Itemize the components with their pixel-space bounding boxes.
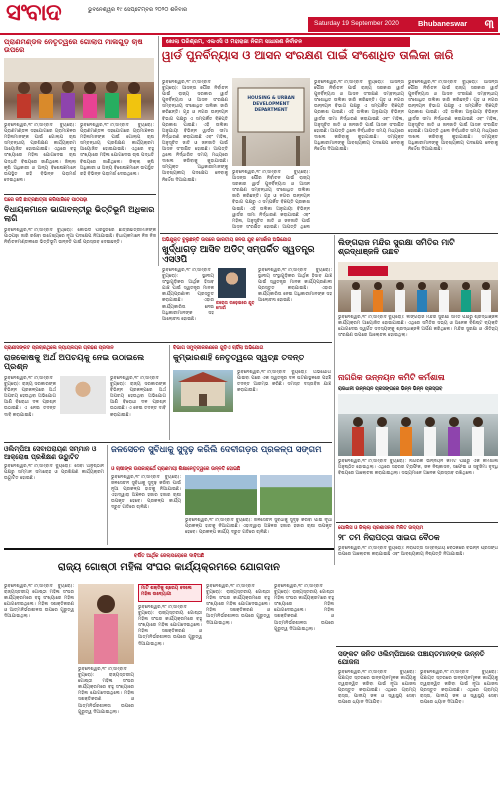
body-col-2: ଭୁବନେଶ୍ୱର,୧୮।୯(ସମ୍ବାଦ ବ୍ୟୁରୋ): ସ୍ଥାନୀୟ ସଂସ୍ଥାଗୁଡ଼ିକର ଆର୍ଥିକ ହିସାବ ଯାଞ୍ଚ ପାଇଁ ସ୍ୱତନ୍ତ୍ର ମାନକ କାର୍ଯ୍ୟପ୍ରଣାଳୀ ପ୍ରସ୍ତୁତ କରାଯାଇଛି। ଏହାର କାର୍ଯ୍ୟକାରିତା ନେଇ ଅଧିକାରୀମାନଙ୍କ ସହ ଆଲୋଚନା ହୋଇଛି। xyxy=(258,268,332,304)
section-rule xyxy=(4,442,332,443)
body: ଭୁବନେଶ୍ୱର,୧୮।୯(ସମ୍ବାଦ ବ୍ୟୁରୋ): ନାଗରିକ ଉନ୍ନୟନ କମିଟି ପକ୍ଷରୁ ଏକ କର୍ମଶାଳା ଅନୁଷ୍ଠିତ ହୋଇଥିଲା। ଏଥିରେ ସହରର ଟ୍ରାଫିକ, ଜଳ ନିଷ୍କାସନ, ସଫେଇ ଓ ସବୁଜିମା ବୃଦ୍ଧି ବିଷୟରେ ଆଲୋଚନା କରାଯାଇଥିଲା। ସଭ୍ୟମାନେ ଅନେକ ପ୍ରସ୍ତାବ ରଖିଥିଲେ। xyxy=(338,459,498,477)
photo-building xyxy=(173,370,233,412)
section-rule xyxy=(336,522,498,523)
body: ଭୁବନେଶ୍ୱର,୧୮।୯(ସମ୍ବାଦ ବ୍ୟୁରୋ): କୋଭିଡ ପରିସ୍ଥିତିରେ ଛାତ୍ରଛାତ୍ରୀମାନଙ୍କ ପାଠପଢ଼ା ଜାରି ରଖିବା ଉଦ୍ଦେଶ୍ୟରେ ନୂଆ ପଦକ୍ଷେପ ନିଆଯାଇଛି। ବିଧାୟକମାନେ ନିଜ ନିଜ ନିର୍ବାଚନମଣ୍ଡଳୀରେ ଭିତ୍ତିଭୂମି ଉନ୍ନତି ପାଇଁ ପ୍ରସ୍ତାବ ଦେଇଛନ୍ତି। xyxy=(4,228,156,246)
kicker: ପୋଲିସ ଓ ଜିଲ୍ଲା ପ୍ରଶାସନର ମିଳିତ ଉଦ୍ୟମ xyxy=(338,526,424,531)
headline: କୁମ୍ଭାରଶାହି ନେତୃତ୍ୱରେ ସ୍ୱଚ୍ଛ ତଦନ୍ତ xyxy=(173,352,305,362)
column-rule xyxy=(334,235,335,565)
kicker: ବିଭାଗ ସମୁଦ୍ରୀକରଣରେ ଗୁଡ଼ିଏ ଚାହିଁଲା ଅଭିଯୋଗ xyxy=(173,346,264,351)
body-col-1: ଭୁବନେଶ୍ୱର,୧୮।୯(ସମ୍ବାଦ ବ୍ୟୁରୋ): ପ୍ରାଣମଣ୍ଡଳ ସହଯୋଗରେ ଗ୍ରାମାଞ୍ଚଳର ମହିଳାମାନଙ୍କ ପାଇଁ ଗୋଲାପ ଚାଷ ସମ୍ବନ୍ଧୀୟ ପ୍ରଶିକ୍ଷଣ କାର୍ଯ୍ୟକ୍ରମ ଆୟୋଜିତ ହୋଇଯାଇଛି। ଏଥିରେ ବହୁ ସଂଖ୍ୟାରେ ମହିଳା ଯୋଗଦେଇ ଚାଷ ପଦ୍ଧତି ବିଷୟରେ ଜାଣିଥିଲେ। ଜିଲ୍ଲା କୃଷି ଅଧିକାରୀ ଓ ଅନ୍ୟ ବିଶେଷଜ୍ଞମାନେ ଉପସ୍ଥିତ ରହି ବିଭିନ୍ନ ପରାମର୍ଶ ଦେଇଥିଲେ। xyxy=(4,123,76,183)
column-rule xyxy=(107,445,108,545)
page-number: ୩ xyxy=(484,17,494,31)
photo-politician xyxy=(60,376,106,414)
photo-speaker-figure xyxy=(78,584,134,664)
body-col-2: ଭୁବନେଶ୍ୱର,୧୮।୯(ସମ୍ବାଦ ବ୍ୟୁରୋ): ରାଜ୍ୟ ସରକାରଙ୍କ ବିଭିନ୍ନ ପ୍ରକଳ୍ପରେ ଅର୍ଥ ଅପଚୟ ହେଉଥିବା ଅଭିଯୋଗ ଆଣି ବିରୋଧୀ ଦଳ ପ୍ରଶ୍ନ ଉଠାଇଛି। ଏ ନେଇ ତଦନ୍ତ ଦାବି କରାଯାଇଛି। xyxy=(110,376,166,418)
photo-tribute-event xyxy=(338,262,498,312)
body-col-2: ଭୁବନେଶ୍ୱର,୧୮।୯(ସମ୍ବାଦ ବ୍ୟୁରୋ): ଆସନ୍ତା ପୌର ନିର୍ବାଚନ ପାଇଁ ରାଜ୍ୟ ସରକାର ୱାର୍ଡ ପୁନର୍ବିନ୍ୟାସ ଓ ଆସନ ସଂରକ୍ଷଣ ସମ୍ବନ୍ଧୀୟ ସଂଶୋଧିତ ତାଲିକା ଜାରି କରିଛନ୍ତି। ଗୃହ ଓ ନଗର ଉନ୍ନୟନ ବିଭାଗ ପକ୍ଷରୁ ଏ ସମ୍ପର୍କିତ ବିଜ୍ଞପ୍ତି ପ୍ରକାଶ ପାଇଛି। ଏହି ତାଲିକା ଅନୁଯାୟୀ ବିଭିନ୍ନ ୱାର୍ଡର ସୀମା ନିର୍ଦ୍ଧାରଣ କରାଯାଇଛି ଏବଂ ମହିଳା, ଅନୁସୂଚିତ ଜାତି ଓ ଜନଜାତି ପାଇଁ ଆସନ ସଂରକ୍ଷିତ ହୋଇଛି। ଆପତ୍ତି ଥିଲେ xyxy=(232,170,310,230)
body-col-1: ଭୁବନେଶ୍ୱର,୧୮।୯(ସମ୍ବାଦ ବ୍ୟୁରୋ): ଆସନ୍ତା ପୌର ନିର୍ବାଚନ ପାଇଁ ରାଜ୍ୟ ସରକାର ୱାର୍ଡ ପୁନର୍ବିନ୍ୟାସ ଓ ଆସନ ସଂରକ୍ଷଣ ସମ୍ବନ୍ଧୀୟ ସଂଶୋଧିତ ତାଲିକା ଜାରି କରିଛନ୍ତି। ଗୃହ ଓ ନଗର ଉନ୍ନୟନ ବିଭାଗ ପକ୍ଷରୁ ଏ ସମ୍ପର୍କିତ ବିଜ୍ଞପ୍ତି ପ୍ରକାଶ ପାଇଛି। ଏହି ତାଲିକା ଅନୁଯାୟୀ ବିଭିନ୍ନ ୱାର୍ଡର ସୀମା ନିର୍ଦ୍ଧାରଣ କରାଯାଇଛି ଏବଂ ମହିଳା, ଅନୁସୂଚିତ ଜାତି ଓ ଜନଜାତି ପାଇଁ ଆସନ ସଂରକ୍ଷିତ ହୋଇଛି। ଆପତ୍ତି ଥିଲେ ନିର୍ଦ୍ଧାରିତ ସମୟ ମଧ୍ୟରେ ଦାଖଲ କରିବାକୁ କୁହାଯାଇଛି। ସମ୍ପୃକ୍ତ ଅଧିକାରୀମାନଙ୍କୁ ଆବଶ୍ୟକୀୟ ପଦକ୍ଷେପ ନେବାକୁ ନିର୍ଦ୍ଦେଶ ଦିଆଯାଇଛି। xyxy=(162,80,228,183)
body-col-1: ଭୁବନେଶ୍ୱର,୧୮।୯(ସମ୍ବାଦ ବ୍ୟୁରୋ): ରାଜ୍ୟସ୍ତରୀୟ ଗୋଷ୍ଠୀ ମହିଳା ସଂଘର କାର୍ଯ୍ୟକ୍ରମରେ ବହୁ ସଂଖ୍ୟାରେ ମହିଳା ଯୋଗଦେଇଥିଲେ। ମହିଳା ସଶକ୍ତିକରଣ ଓ ଆତ୍ମନିର୍ଭରଶୀଳତା ଉପରେ ଗୁରୁତ୍ୱ ଦିଆଯାଇଥିଲା। xyxy=(4,584,74,620)
body: ଭୁବନେଶ୍ୱର,୧୮।୯(ସମ୍ବାଦ ବ୍ୟୁରୋ): ଅଭିଯୋଗ ପାଇବା ପରେ ଏକ ସ୍ୱତନ୍ତ୍ର ଦଳ ଘଟଣାସ୍ଥଳରେ ପହଞ୍ଚି ତଦନ୍ତ ଆରମ୍ଭ କରିଛି। ସମସ୍ତ ଦସ୍ତାବିଜ ଯାଞ୍ଚ କରାଯାଉଛି। xyxy=(237,370,331,394)
section-rule xyxy=(4,342,332,343)
edition-line-text: ଭୁବନେଶ୍ୱର ୧୯ ସେପ୍ଟେମ୍ବର ୨୦୨୦ ଶନିବାର xyxy=(88,7,188,13)
photo-women-group xyxy=(4,58,154,120)
headline: ଲିଙ୍ଗରାଜ ମନ୍ଦିର ସୁରକ୍ଷା ସମିତିର ମାଟି ଶ୍ରଦ୍ଧାଞ୍ଜଳି ଉଛବ xyxy=(338,238,455,257)
body: ଭୁବନେଶ୍ୱର,୧୮।୯(ସମ୍ବାଦ ବ୍ୟୁରୋ): ଲିଙ୍ଗରାଜ ମନ୍ଦିର ସୁରକ୍ଷା ସମିତି ପକ୍ଷରୁ ଶ୍ରଦ୍ଧାଞ୍ଜଳି କାର୍ଯ୍ୟକ୍ରମ ଆୟୋଜିତ ହୋଇଯାଇଛି। ଏଥିରେ ସମିତିର ସଭ୍ୟ ଓ ଅନେକ ବିଶିଷ୍ଟ ବ୍ୟକ୍ତି ଯୋଗଦେଇ ସ୍ୱର୍ଗତ ସଦସ୍ୟଙ୍କୁ ଶ୍ରଦ୍ଧାଞ୍ଜଳି ଅର୍ପଣ କରିଥିଲେ। ମନ୍ଦିର ସୁରକ୍ଷା ଓ ଐତିହ୍ୟ ସଂରକ୍ଷଣ ଉପରେ ଆଲୋଚନା ହୋଇଥିଲା। xyxy=(338,315,498,339)
body: ଭୁବନେଶ୍ୱର,୧୮।୯(ସମ୍ବାଦ ବ୍ୟୁରୋ): ନିରାପତ୍ତା ସମ୍ବନ୍ଧୀୟ ବୈଠକରେ ବିଭିନ୍ନ ପ୍ରସଙ୍ଗ ଉପରେ ଆଲୋଚନା କରାଯାଇଛି ଏବଂ ଆବଶ୍ୟକୀୟ ନିଷ୍ପତ୍ତି ନିଆଯାଇଛି। xyxy=(338,546,498,558)
body-col-2: ଭୁବନେଶ୍ୱର,୧୮।୯(ସମ୍ବାଦ ବ୍ୟୁରୋ): ଜଳସେଚନ ସୁବିଧାକୁ ସୁଦୃଢ଼ କରିବା ପାଇଁ ନୂଆ ପ୍ରକଳ୍ପ ହାତକୁ ନିଆଯାଇଛି। ଏହାଦ୍ୱାରା ଅଞ୍ଚଳର ହଜାର ହଜାର ଚାଷୀ ଉପକୃତ ହେବେ। ପ୍ରକଳ୍ପ କାର୍ଯ୍ୟ ଦ୍ରୁତ ଗତିରେ ଚାଲିଛି। xyxy=(185,518,332,536)
kicker: ରାଜଧାନୀ ଉନ୍ନୟନ ପ୍ରସଙ୍ଗରେ ଭିନ୍ନ ଭିନ୍ନ ପ୍ରସ୍ତାବ xyxy=(338,387,443,392)
body-col-3: ଭୁବନେଶ୍ୱର,୧୮।୯(ସମ୍ବାଦ ବ୍ୟୁରୋ): ରାଜ୍ୟସ୍ତରୀୟ ଗୋଷ୍ଠୀ ମହିଳା ସଂଘର କାର୍ଯ୍ୟକ୍ରମରେ ବହୁ ସଂଖ୍ୟାରେ ମହିଳା ଯୋଗଦେଇଥିଲେ। ମହିଳା ସଶକ୍ତିକରଣ ଓ ଆତ୍ମନିର୍ଭରଶୀଳତା ଉପରେ ଗୁରୁତ୍ୱ ଦିଆଯାଇଥିଲା। xyxy=(138,605,202,647)
headline: ରାଜ୍ୟ ଗୋଷ୍ଠୀ ମହିଳା ସଂଘର କାର୍ଯ୍ୟକ୍ରମରେ ଯୋଗଦାନ xyxy=(57,562,281,573)
body-col-2: ଭୁବନେଶ୍ୱର,୧୮।୯(ସମ୍ବାଦ ବ୍ୟୁରୋ): ରାଜ୍ୟସ୍ତରୀୟ ଗୋଷ୍ଠୀ ମହିଳା ସଂଘର କାର୍ଯ୍ୟକ୍ରମରେ ବହୁ ସଂଖ୍ୟାରେ ମହିଳା ଯୋଗଦେଇଥିଲେ। ମହିଳା ସଶକ୍ତିକରଣ ଓ ଆତ୍ମନିର୍ଭରଶୀଳତା ଉପରେ ଗୁରୁତ୍ୱ ଦିଆଯାଇଥିଲା। xyxy=(78,667,134,715)
headline: ୨୮ ତମ ନିରାପତ୍ତା ସାଇତା ବୈଠକ xyxy=(338,533,440,542)
headline: ନାଗରିକ ଉନ୍ନୟନ କମିଟି କର୍ମଶାଳା xyxy=(338,373,445,382)
body-col-2: ଭୁବନେଶ୍ୱର,୧୮।୯(ସମ୍ବାଦ ବ୍ୟୁରୋ): ପଞ୍ଚାୟତ ସ୍ତରରେ ଉନ୍ନୟନମୂଳକ କାର୍ଯ୍ୟକୁ ତ୍ୱରାନ୍ୱିତ କରିବା ପାଇଁ ନୂଆ ଯୋଜନା ପ୍ରସ୍ତୁତ କରାଯାଇଛି। ଏଥିରେ ଗ୍ରାମ୍ୟ ରାସ୍ତା, ପାନୀୟ ଜଳ ଓ ସ୍ୱାସ୍ଥ୍ୟ ସେବା ଉପରେ ଧ୍ୟାନ ଦିଆଯିବ। xyxy=(420,670,498,706)
body-col-4: ଭୁବନେଶ୍ୱର,୧୮।୯(ସମ୍ବାଦ ବ୍ୟୁରୋ): ରାଜ୍ୟସ୍ତରୀୟ ଗୋଷ୍ଠୀ ମହିଳା ସଂଘର କାର୍ଯ୍ୟକ୍ରମରେ ବହୁ ସଂଖ୍ୟାରେ ମହିଳା ଯୋଗଦେଇଥିଲେ। ମହିଳା ସଶକ୍ତିକରଣ ଓ ଆତ୍ମନିର୍ଭରଶୀଳତା ଉପରେ ଗୁରୁତ୍ୱ ଦିଆଯାଇଥିଲା। xyxy=(206,584,270,626)
photo-portrait xyxy=(218,268,246,298)
body-col-1: ଭୁବନେଶ୍ୱର,୧୮।୯(ସମ୍ବାଦ ବ୍ୟୁରୋ): ସ୍ଥାନୀୟ ସଂସ୍ଥାଗୁଡ଼ିକର ଆର୍ଥିକ ହିସାବ ଯାଞ୍ଚ ପାଇଁ ସ୍ୱତନ୍ତ୍ର ମାନକ କାର୍ଯ୍ୟପ୍ରଣାଳୀ ପ୍ରସ୍ତୁତ କରାଯାଇଛି। ଏହାର କାର୍ଯ୍ୟକାରିତା ନେଇ ଅଧିକାରୀମାନଙ୍କ ସହ ଆଲୋଚନା ହୋଇଛି। xyxy=(162,268,214,322)
body-col-1: ଭୁବନେଶ୍ୱର,୧୮।୯(ସମ୍ବାଦ ବ୍ୟୁରୋ): ପଞ୍ଚାୟତ ସ୍ତରରେ ଉନ୍ନୟନମୂଳକ କାର୍ଯ୍ୟକୁ ତ୍ୱରାନ୍ୱିତ କରିବା ପାଇଁ ନୂଆ ଯୋଜନା ପ୍ରସ୍ତୁତ କରାଯାଇଛି। ଏଥିରେ ଗ୍ରାମ୍ୟ ରାସ୍ତା, ପାନୀୟ ଜଳ ଓ ସ୍ୱାସ୍ଥ୍ୟ ସେବା ଉପରେ ଧ୍ୟାନ ଦିଆଯିବ। xyxy=(338,670,416,706)
photo-woman-speaker xyxy=(78,584,134,664)
kicker: ଓ ଚାଷୀଙ୍କ ଉପକାରାର୍ଥେ ପ୍ରାଣମୟୀ ଶିକ୍ଷାନେତୃତ୍ୱରେ ଉନ୍ନତି ହୋଇଛି xyxy=(111,467,240,472)
body-col-4: ଭୁବନେଶ୍ୱର,୧୮।୯(ସମ୍ବାଦ ବ୍ୟୁରୋ): ଆସନ୍ତା ପୌର ନିର୍ବାଚନ ପାଇଁ ରାଜ୍ୟ ସରକାର ୱାର୍ଡ ପୁନର୍ବିନ୍ୟାସ ଓ ଆସନ ସଂରକ୍ଷଣ ସମ୍ବନ୍ଧୀୟ ସଂଶୋଧିତ ତାଲିକା ଜାରି କରିଛନ୍ତି। ଗୃହ ଓ ନଗର ଉନ୍ନୟନ ବିଭାଗ ପକ୍ଷରୁ ଏ ସମ୍ପର୍କିତ ବିଜ୍ଞପ୍ତି ପ୍ରକାଶ ପାଇଛି। ଏହି ତାଲିକା ଅନୁଯାୟୀ ବିଭିନ୍ନ ୱାର୍ଡର ସୀମା ନିର୍ଦ୍ଧାରଣ କରାଯାଇଛି ଏବଂ ମହିଳା, ଅନୁସୂଚିତ ଜାତି ଓ ଜନଜାତି ପାଇଁ ଆସନ ସଂରକ୍ଷିତ ହୋଇଛି। ଆପତ୍ତି ଥିଲେ ନିର୍ଦ୍ଧାରିତ ସମୟ ମଧ୍ୟରେ ଦାଖଲ କରିବାକୁ କୁହାଯାଇଛି। ସମ୍ପୃକ୍ତ ଅଧିକାରୀମାନଙ୍କୁ ଆବଶ୍ୟକୀୟ ପଦକ୍ଷେପ ନେବାକୁ ନିର୍ଦ୍ଦେଶ ଦିଆଯାଇଛି। xyxy=(408,80,498,153)
headline: ଖୁର୍ଦ୍ଧାଗଡ଼ ଆସିବ ଅଡିଟ୍ ସମ୍ପର୍କିତ ସ୍ୱତନ୍ତ୍ର ଏସଓପି xyxy=(162,245,315,266)
photo-women-group-figures xyxy=(4,58,154,120)
photo-workshop-figures xyxy=(338,394,498,456)
photo-department-sign xyxy=(232,78,310,166)
section-rule xyxy=(4,194,156,195)
sign-graphic xyxy=(232,78,310,166)
headline: ରାଜକୋଷକୁ ଅର୍ଥ ଅପଚୟକୁ ନେଇ ଉଠାଇଲେ ପ୍ରଶ୍ନ xyxy=(4,352,145,372)
inset-box: ମାଟି ଶକ୍ତିକୁ ଶ୍ରେୟ ଦେଲେ ମହିଳା ଉଦ୍ୟୋଗୀ xyxy=(138,584,202,602)
section-rule xyxy=(160,233,498,234)
headline: ପ୍ରାଣମଣ୍ଡଳ ନେତୃତ୍ୱରେ ଗୋଲାପ ମାଳାଗୁଡ଼ ଚାଷ ଉପରେ xyxy=(4,37,143,55)
kicker: ବର୍ଷିତ ଆର୍ଥିକ ଜେଲାପରୋରେ ଦାବିଅଛି xyxy=(133,553,205,559)
photo-building-shape xyxy=(173,370,233,412)
body-col-5: ଭୁବନେଶ୍ୱର,୧୮।୯(ସମ୍ବାଦ ବ୍ୟୁରୋ): ରାଜ୍ୟସ୍ତରୀୟ ଗୋଷ୍ଠୀ ମହିଳା ସଂଘର କାର୍ଯ୍ୟକ୍ରମରେ ବହୁ ସଂଖ୍ୟାରେ ମହିଳା ଯୋଗଦେଇଥିଲେ। ମହିଳା ସଶକ୍ତିକରଣ ଓ ଆତ୍ମନିର୍ଭରଶୀଳତା ଉପରେ ଗୁରୁତ୍ୱ ଦିଆଯାଇଥିଲା। xyxy=(274,584,334,632)
kicker: ପ୍ରାଣୀସଙ୍କଟ ପ୍ରଚାରଥିଲେ ନ୍ୟାୟଳୟର ଗ୍ରହଣ ପ୍ରଦାନ xyxy=(4,346,114,351)
lead-headline: ୱାର୍ଡ ପୁନର୍ବିନ୍ୟାସ ଓ ଆସନ ସଂରକ୍ଷଣ ପାଇଁ ସଂଶୋଧିତ ତାଲିକା ଜାରି xyxy=(162,48,454,62)
kicker: ଖୋଲା ପରିଶ୍ରମ, ଏଲଏସି ଓ ମହାରାଜା ନିଗମ ସାଧାରଣ ନିର୍ବାଚନ xyxy=(166,39,303,45)
masthead-rule xyxy=(0,33,500,35)
city-name: Bhubaneswar xyxy=(418,19,468,28)
column-rule xyxy=(169,345,170,440)
photo-field-left xyxy=(185,475,257,515)
body-col-1: ଭୁବନେଶ୍ୱର,୧୮।୯(ସମ୍ବାଦ ବ୍ୟୁରୋ): ରାଜ୍ୟ ସରକାରଙ୍କ ବିଭିନ୍ନ ପ୍ରକଳ୍ପରେ ଅର୍ଥ ଅପଚୟ ହେଉଥିବା ଅଭିଯୋଗ ଆଣି ବିରୋଧୀ ଦଳ ପ୍ରଶ୍ନ ଉଠାଇଛି। ଏ ନେଇ ତଦନ୍ତ ଦାବି କରାଯାଇଛି। xyxy=(4,376,56,418)
photo-workshop xyxy=(338,394,498,456)
photo-tribute-figures xyxy=(338,262,498,312)
edition-line xyxy=(88,6,498,15)
kicker: ଘରେ ରହି ଛାତ୍ରଛାତ୍ରୀ କରିପାରିବେ ପାଠପଢ଼ା xyxy=(4,198,88,203)
date-text: Saturday 19 September 2020 xyxy=(314,20,399,27)
photo-field-right xyxy=(260,475,332,515)
newspaper-logo: ସଂବାଦ xyxy=(6,0,61,26)
kicker: ଅଭିଯୁକ୍ତ ବୁଲୁଛନ୍ତି ଉପରେ ଭାରତୀୟ ଜନତା ଯୁବ ମୋର୍ଚ୍ଚାର ଅଭିଯୋଗ xyxy=(162,238,292,243)
date-bar xyxy=(308,17,498,32)
kicker-band xyxy=(162,37,410,47)
section-rule xyxy=(4,548,334,550)
body-col-1: ଭୁବନେଶ୍ୱର,୧୮।୯(ସମ୍ବାଦ ବ୍ୟୁରୋ): ଜଳସେଚନ ସୁବିଧାକୁ ସୁଦୃଢ଼ କରିବା ପାଇଁ ନୂଆ ପ୍ରକଳ୍ପ ହାତକୁ ନିଆଯାଇଛି। ଏହାଦ୍ୱାରା ଅଞ୍ଚଳର ହଜାର ହଜାର ଚାଷୀ ଉପକୃତ ହେବେ। ପ୍ରକଳ୍ପ କାର୍ଯ୍ୟ ଦ୍ରୁତ ଗତିରେ ଚାଲିଛି। xyxy=(111,475,181,511)
body-col-2: ଭୁବନେଶ୍ୱର,୧୮।୯(ସମ୍ବାଦ ବ୍ୟୁରୋ): ପ୍ରାଣମଣ୍ଡଳ ସହଯୋଗରେ ଗ୍ରାମାଞ୍ଚଳର ମହିଳାମାନଙ୍କ ପାଇଁ ଗୋଲାପ ଚାଷ ସମ୍ବନ୍ଧୀୟ ପ୍ରଶିକ୍ଷଣ କାର୍ଯ୍ୟକ୍ରମ ଆୟୋଜିତ ହୋଇଯାଇଛି। ଏଥିରେ ବହୁ ସଂଖ୍ୟାରେ ମହିଳା ଯୋଗଦେଇ ଚାଷ ପଦ୍ଧତି ବିଷୟରେ ଜାଣିଥିଲେ। ଜିଲ୍ଲା କୃଷି ଅଧିକାରୀ ଓ ଅନ୍ୟ ବିଶେଷଜ୍ଞମାନେ ଉପସ୍ଥିତ ରହି ବିଭିନ୍ନ ପରାମର୍ଶ ଦେଇଥିଲେ। xyxy=(80,123,154,177)
headline: ବିଧାୟକମାନେ ଭାଗାବନ୍ତୀରୁ ଭିତ୍ତିଭୂମି ଅଧିକାର ଲାଗି xyxy=(4,204,155,224)
sign-text: HOUSING & URBAN DEVELOPMENT DEPARTMENT xyxy=(247,96,295,113)
masthead xyxy=(0,0,500,34)
headline: ଓଲିମ୍ପିଆ ସେବାପରାୟଣ ସମ୍ମାନ ଓ ଆକ୍ରୋଷ ପ୍ରଶିକ୍ଷଣ ଉଦ୍ଘାଟିତ xyxy=(4,445,97,461)
headline: ଜଳସେଚନ ସୁବିଧାକୁ ସୁଦୃଢ଼ କରିଲି ଦେବୀଗଡ଼ର ପ୍ରକଳ୍ପ ସଙ୍ଗମ xyxy=(111,445,322,455)
headline: ସଙ୍କଟ ଜନିତ ଓଲିମ୍ପିଆରେ ପଞ୍ଚାୟତମାନଙ୍କ ଉନ୍ନତି ଯୋଜନା xyxy=(338,650,485,667)
section-rule xyxy=(336,646,498,647)
column-rule xyxy=(158,36,159,266)
inset-label: କରୋନା ଲଢ଼େଇରେ ଯୁବ ମୋର୍ଚ୍ଚା xyxy=(216,300,255,310)
body-col-3: ଭୁବନେଶ୍ୱର,୧୮।୯(ସମ୍ବାଦ ବ୍ୟୁରୋ): ଆସନ୍ତା ପୌର ନିର୍ବାଚନ ପାଇଁ ରାଜ୍ୟ ସରକାର ୱାର୍ଡ ପୁନର୍ବିନ୍ୟାସ ଓ ଆସନ ସଂରକ୍ଷଣ ସମ୍ବନ୍ଧୀୟ ସଂଶୋଧିତ ତାଲିକା ଜାରି କରିଛନ୍ତି। ଗୃହ ଓ ନଗର ଉନ୍ନୟନ ବିଭାଗ ପକ୍ଷରୁ ଏ ସମ୍ପର୍କିତ ବିଜ୍ଞପ୍ତି ପ୍ରକାଶ ପାଇଛି। ଏହି ତାଲିକା ଅନୁଯାୟୀ ବିଭିନ୍ନ ୱାର୍ଡର ସୀମା ନିର୍ଦ୍ଧାରଣ କରାଯାଇଛି ଏବଂ ମହିଳା, ଅନୁସୂଚିତ ଜାତି ଓ ଜନଜାତି ପାଇଁ ଆସନ ସଂରକ୍ଷିତ ହୋଇଛି। ଆପତ୍ତି ଥିଲେ ନିର୍ଦ୍ଧାରିତ ସମୟ ମଧ୍ୟରେ ଦାଖଲ କରିବାକୁ କୁହାଯାଇଛି। ସମ୍ପୃକ୍ତ ଅଧିକାରୀମାନଙ୍କୁ ଆବଶ୍ୟକୀୟ ପଦକ୍ଷେପ ନେବାକୁ ନିର୍ଦ୍ଦେଶ ଦିଆଯାଇଛି। xyxy=(314,80,404,153)
body: ଭୁବନେଶ୍ୱର,୧୮।୯(ସମ୍ବାଦ ବ୍ୟୁରୋ): ସେବା ଅନୁଷ୍ଠାନ ପକ୍ଷରୁ ସମ୍ମାନ ସମାରୋହ ଓ ପ୍ରଶିକ୍ଷଣ କାର୍ଯ୍ୟକ୍ରମ ଉଦ୍ଘାଟିତ ହୋଇଛି। xyxy=(4,464,104,482)
